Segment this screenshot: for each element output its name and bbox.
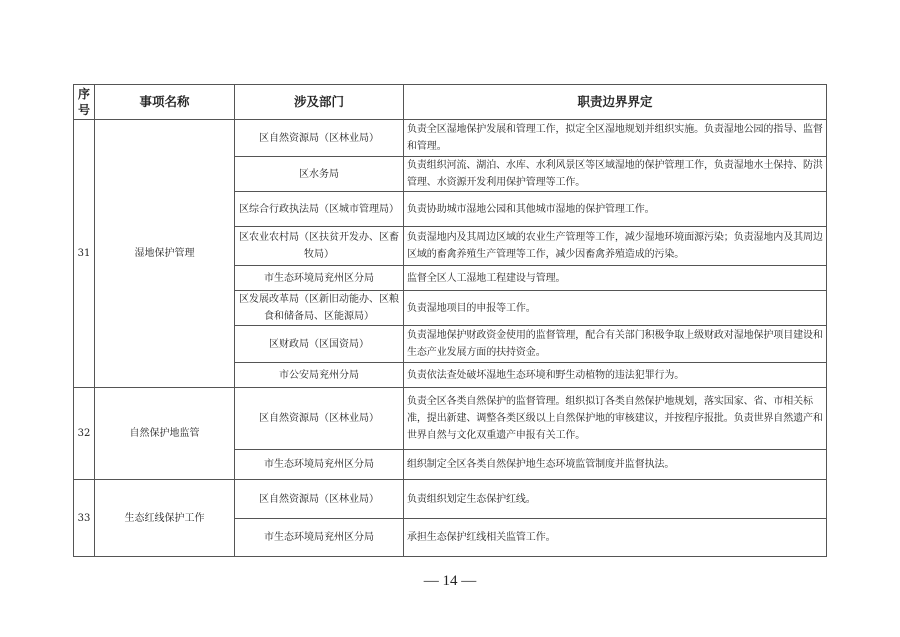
table-header-row [74, 85, 827, 120]
duty-cell: 负责协助城市湿地公园和其他城市湿地的保护管理工作。 [404, 192, 827, 227]
item-name-cell: 生态红线保护工作 [95, 480, 235, 557]
department-cell: 市生态环境局兖州区分局 [235, 519, 404, 557]
item-name-cell: 湿地保护管理 [95, 120, 235, 388]
department-cell: 区水务局 [235, 157, 404, 192]
duty-cell: 负责组织划定生态保护红线。 [404, 480, 827, 519]
duty-cell: 负责湿地保护财政资金使用的监督管理，配合有关部门积极争取上级财政对湿地保护项目建设和生态产业发展方面的扶持资金。 [404, 326, 827, 363]
duty-cell: 监督全区人工湿地工程建设与管理。 [404, 266, 827, 291]
department-cell: 市生态环境局兖州区分局 [235, 450, 404, 480]
duty-cell: 负责湿地项目的申报等工作。 [404, 291, 827, 326]
page-number: — 14 — [423, 573, 477, 589]
header-duty-boundary: 职责边界界定 [404, 85, 827, 120]
department-cell: 市生态环境局兖州区分局 [235, 266, 404, 291]
duty-cell: 负责湿地内及其周边区域的农业生产管理等工作，减少湿地环境面源污染；负责湿地内及其周边区域的畜禽养殖生产管理等工作，减少因畜禽养殖造成的污染。 [404, 227, 827, 266]
duty-cell: 负责全区各类自然保护的监督管理。组织拟订各类自然保护地规划，落实国家、省、市相关标准，提出新建、调整各类区级以上自然保护地的审核建议，并按程序报批。负责世界自然遗产和世界自然与文化双重遗产申报有关工作。 [404, 388, 827, 450]
seq-cell: 32 [74, 388, 95, 480]
table-row [74, 388, 827, 450]
department-cell: 区财政局（区国资局） [235, 326, 404, 363]
department-cell: 区农业农村局（区扶贫开发办、区畜牧局） [235, 227, 404, 266]
department-cell: 市公安局兖州分局 [235, 363, 404, 388]
duty-cell: 承担生态保护红线相关监管工作。 [404, 519, 827, 557]
duty-cell: 负责全区湿地保护发展和管理工作，拟定全区湿地规划并组织实施。负责湿地公园的指导、监督和管理。 [404, 120, 827, 157]
duty-cell: 组织制定全区各类自然保护地生态环境监管制度并监督执法。 [404, 450, 827, 480]
department-cell: 区自然资源局（区林业局） [235, 480, 404, 519]
item-name-cell: 自然保护地监管 [95, 388, 235, 480]
department-cell: 区发展改革局（区新旧动能办、区粮食和储备局、区能源局） [235, 291, 404, 326]
department-cell: 区综合行政执法局（区城市管理局） [235, 192, 404, 227]
header-department: 涉及部门 [235, 85, 404, 120]
duty-cell: 负责组织河流、湖泊、水库、水利风景区等区域湿地的保护管理工作，负责湿地水土保持、防洪管理、水资源开发利用保护管理等工作。 [404, 157, 827, 192]
duty-boundary-table [73, 84, 827, 557]
table-row [74, 120, 827, 157]
seq-cell: 31 [74, 120, 95, 388]
department-cell: 区自然资源局（区林业局） [235, 120, 404, 157]
seq-cell: 33 [74, 480, 95, 557]
header-seq: 序号 [74, 85, 95, 120]
department-cell: 区自然资源局（区林业局） [235, 388, 404, 450]
duty-cell: 负责依法查处破坏湿地生态环境和野生动植物的违法犯罪行为。 [404, 363, 827, 388]
header-item-name: 事项名称 [95, 85, 235, 120]
table-row [74, 480, 827, 519]
